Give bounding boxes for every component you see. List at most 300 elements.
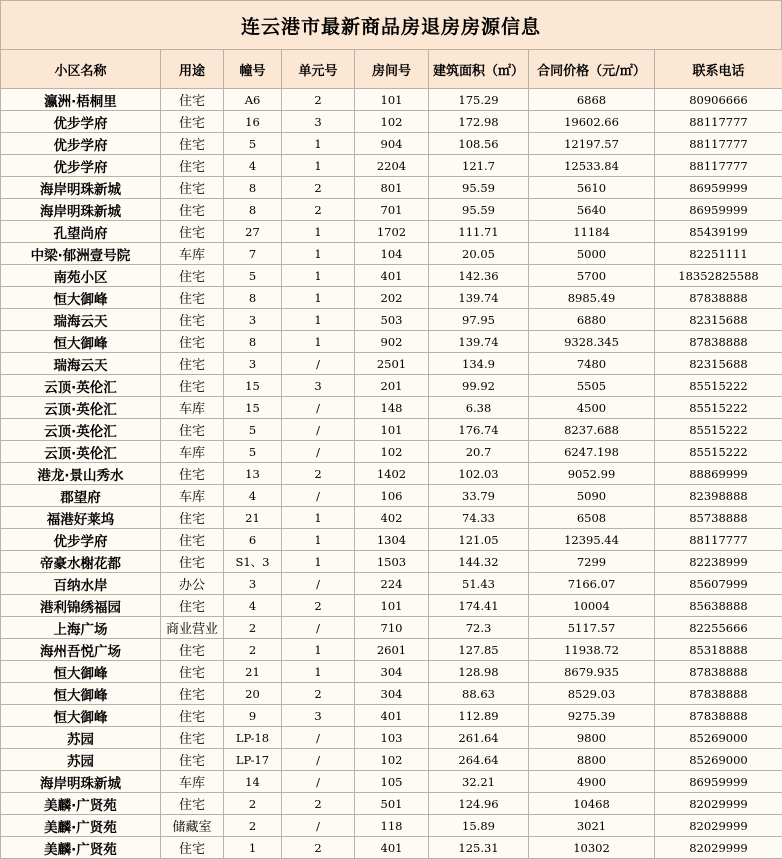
table-row: [1, 617, 782, 639]
community-name-cell: 云顶·英伦汇: [1, 375, 161, 397]
table-row: [1, 309, 782, 331]
table-row: [1, 529, 782, 551]
floor-area-cell: 175.29: [429, 89, 529, 111]
building-number-cell: 5: [224, 419, 282, 441]
room-number-cell: 103: [355, 727, 429, 749]
unit-number-cell: 1: [282, 287, 355, 309]
room-number-cell: 501: [355, 793, 429, 815]
unit-number-cell: 2: [282, 177, 355, 199]
room-number-cell: 1402: [355, 463, 429, 485]
contact-phone-cell: 82029999: [655, 815, 782, 837]
table-row: [1, 375, 782, 397]
table-row: [1, 793, 782, 815]
floor-area-cell: 121.05: [429, 529, 529, 551]
community-name-cell: 美麟·广贤苑: [1, 815, 161, 837]
community-name-cell: 孔望尚府: [1, 221, 161, 243]
floor-area-cell: 102.03: [429, 463, 529, 485]
unit-number-cell: 2: [282, 683, 355, 705]
contact-phone-cell: 80906666: [655, 89, 782, 111]
unit-number-cell: /: [282, 419, 355, 441]
building-number-cell: 2: [224, 815, 282, 837]
floor-area-cell: 33.79: [429, 485, 529, 507]
building-number-cell: 4: [224, 595, 282, 617]
usage-cell: 住宅: [161, 353, 224, 375]
building-number-cell: 8: [224, 287, 282, 309]
community-name-cell: 中梁·郁洲壹号院: [1, 243, 161, 265]
table-row: [1, 111, 782, 133]
usage-cell: 住宅: [161, 749, 224, 771]
room-number-cell: 224: [355, 573, 429, 595]
contact-phone-cell: 85515222: [655, 397, 782, 419]
community-name-cell: 恒大御峰: [1, 331, 161, 353]
table-row: [1, 243, 782, 265]
table-row: [1, 441, 782, 463]
usage-cell: 商业营业: [161, 617, 224, 639]
usage-cell: 住宅: [161, 837, 224, 859]
community-name-cell: 海岸明珠新城: [1, 177, 161, 199]
contract-price-cell: 5117.57: [529, 617, 655, 639]
usage-cell: 住宅: [161, 89, 224, 111]
table-body: [1, 89, 782, 859]
community-name-cell: 云顶·英伦汇: [1, 441, 161, 463]
unit-number-cell: 1: [282, 265, 355, 287]
building-number-cell: S1、3: [224, 551, 282, 573]
contact-phone-cell: 87838888: [655, 683, 782, 705]
building-number-cell: 5: [224, 265, 282, 287]
room-number-cell: 101: [355, 89, 429, 111]
room-number-cell: 902: [355, 331, 429, 353]
contract-price-cell: 11938.72: [529, 639, 655, 661]
contract-price-cell: 8985.49: [529, 287, 655, 309]
community-name-cell: 优步学府: [1, 529, 161, 551]
usage-cell: 住宅: [161, 639, 224, 661]
room-number-cell: 801: [355, 177, 429, 199]
room-number-cell: 106: [355, 485, 429, 507]
room-number-cell: 1503: [355, 551, 429, 573]
unit-number-cell: 1: [282, 309, 355, 331]
unit-number-cell: /: [282, 397, 355, 419]
room-number-cell: 401: [355, 837, 429, 859]
contract-price-cell: 5700: [529, 265, 655, 287]
contact-phone-cell: 82238999: [655, 551, 782, 573]
contact-phone-cell: 86959999: [655, 199, 782, 221]
building-number-cell: 8: [224, 331, 282, 353]
contract-price-cell: 9275.39: [529, 705, 655, 727]
floor-area-cell: 51.43: [429, 573, 529, 595]
table-row: [1, 265, 782, 287]
community-name-cell: 港利锦绣福园: [1, 595, 161, 617]
building-number-cell: 5: [224, 133, 282, 155]
table-row: [1, 155, 782, 177]
col-header-area: 建筑面积（㎡）: [429, 50, 529, 89]
community-name-cell: 恒大御峰: [1, 661, 161, 683]
contract-price-cell: 11184: [529, 221, 655, 243]
building-number-cell: 15: [224, 397, 282, 419]
community-name-cell: 云顶·英伦汇: [1, 397, 161, 419]
usage-cell: 住宅: [161, 463, 224, 485]
unit-number-cell: /: [282, 617, 355, 639]
floor-area-cell: 15.89: [429, 815, 529, 837]
usage-cell: 车库: [161, 441, 224, 463]
room-number-cell: 101: [355, 419, 429, 441]
table-row: [1, 551, 782, 573]
contact-phone-cell: 88117777: [655, 155, 782, 177]
contract-price-cell: 12395.44: [529, 529, 655, 551]
contact-phone-cell: 87838888: [655, 287, 782, 309]
contract-price-cell: 12197.57: [529, 133, 655, 155]
floor-area-cell: 108.56: [429, 133, 529, 155]
building-number-cell: 1: [224, 837, 282, 859]
usage-cell: 住宅: [161, 419, 224, 441]
col-header-building: 幢号: [224, 50, 282, 89]
community-name-cell: 优步学府: [1, 111, 161, 133]
community-name-cell: 美麟·广贤苑: [1, 837, 161, 859]
floor-area-cell: 20.05: [429, 243, 529, 265]
usage-cell: 住宅: [161, 199, 224, 221]
floor-area-cell: 174.41: [429, 595, 529, 617]
contract-price-cell: 6880: [529, 309, 655, 331]
building-number-cell: 4: [224, 485, 282, 507]
unit-number-cell: 2: [282, 199, 355, 221]
usage-cell: 车库: [161, 397, 224, 419]
floor-area-cell: 134.9: [429, 353, 529, 375]
table-row: [1, 133, 782, 155]
contact-phone-cell: 85439199: [655, 221, 782, 243]
community-name-cell: 云顶·英伦汇: [1, 419, 161, 441]
col-header-unit: 单元号: [282, 50, 355, 89]
building-number-cell: 3: [224, 353, 282, 375]
page-title: 连云港市最新商品房退房房源信息: [0, 0, 782, 50]
building-number-cell: 7: [224, 243, 282, 265]
floor-area-cell: 20.7: [429, 441, 529, 463]
building-number-cell: 8: [224, 177, 282, 199]
unit-number-cell: 2: [282, 89, 355, 111]
table-row: [1, 837, 782, 859]
col-header-community: 小区名称: [1, 50, 161, 89]
usage-cell: 住宅: [161, 133, 224, 155]
contract-price-cell: 8529.03: [529, 683, 655, 705]
unit-number-cell: 1: [282, 661, 355, 683]
contract-price-cell: 7480: [529, 353, 655, 375]
table-row: [1, 595, 782, 617]
building-number-cell: 2: [224, 639, 282, 661]
floor-area-cell: 95.59: [429, 199, 529, 221]
col-header-price: 合同价格（元/㎡）: [529, 50, 655, 89]
unit-number-cell: /: [282, 353, 355, 375]
contact-phone-cell: 85515222: [655, 441, 782, 463]
contact-phone-cell: 85638888: [655, 595, 782, 617]
room-number-cell: 102: [355, 441, 429, 463]
contact-phone-cell: 82255666: [655, 617, 782, 639]
table-row: [1, 507, 782, 529]
unit-number-cell: /: [282, 441, 355, 463]
floor-area-cell: 144.32: [429, 551, 529, 573]
floor-area-cell: 121.7: [429, 155, 529, 177]
floor-area-cell: 124.96: [429, 793, 529, 815]
unit-number-cell: 2: [282, 595, 355, 617]
table-row: [1, 221, 782, 243]
room-number-cell: 1304: [355, 529, 429, 551]
building-number-cell: 3: [224, 573, 282, 595]
usage-cell: 住宅: [161, 595, 224, 617]
floor-area-cell: 112.89: [429, 705, 529, 727]
usage-cell: 住宅: [161, 661, 224, 683]
usage-cell: 住宅: [161, 155, 224, 177]
usage-cell: 车库: [161, 485, 224, 507]
building-number-cell: 8: [224, 199, 282, 221]
col-header-phone: 联系电话: [655, 50, 782, 89]
floor-area-cell: 6.38: [429, 397, 529, 419]
room-number-cell: 402: [355, 507, 429, 529]
contact-phone-cell: 82251111: [655, 243, 782, 265]
contact-phone-cell: 85607999: [655, 573, 782, 595]
community-name-cell: 美麟·广贤苑: [1, 793, 161, 815]
usage-cell: 车库: [161, 771, 224, 793]
community-name-cell: 恒大御峰: [1, 705, 161, 727]
usage-cell: 住宅: [161, 177, 224, 199]
contract-price-cell: 9800: [529, 727, 655, 749]
room-number-cell: 101: [355, 595, 429, 617]
contract-price-cell: 9328.345: [529, 331, 655, 353]
building-number-cell: 21: [224, 507, 282, 529]
table-row: [1, 727, 782, 749]
table-row: [1, 573, 782, 595]
community-name-cell: 港龙·景山秀水: [1, 463, 161, 485]
contact-phone-cell: 86959999: [655, 177, 782, 199]
contact-phone-cell: 82398888: [655, 485, 782, 507]
contact-phone-cell: 88869999: [655, 463, 782, 485]
building-number-cell: 13: [224, 463, 282, 485]
room-number-cell: 2501: [355, 353, 429, 375]
unit-number-cell: /: [282, 771, 355, 793]
usage-cell: 住宅: [161, 507, 224, 529]
unit-number-cell: 2: [282, 463, 355, 485]
contract-price-cell: 5090: [529, 485, 655, 507]
contract-price-cell: 6508: [529, 507, 655, 529]
contract-price-cell: 10468: [529, 793, 655, 815]
unit-number-cell: 1: [282, 133, 355, 155]
contract-price-cell: 6868: [529, 89, 655, 111]
unit-number-cell: 3: [282, 111, 355, 133]
building-number-cell: A6: [224, 89, 282, 111]
room-number-cell: 2601: [355, 639, 429, 661]
building-number-cell: 16: [224, 111, 282, 133]
community-name-cell: 优步学府: [1, 155, 161, 177]
room-number-cell: 701: [355, 199, 429, 221]
usage-cell: 车库: [161, 243, 224, 265]
listing-table: [0, 49, 782, 859]
unit-number-cell: 1: [282, 529, 355, 551]
contract-price-cell: 10302: [529, 837, 655, 859]
floor-area-cell: 142.36: [429, 265, 529, 287]
contract-price-cell: 9052.99: [529, 463, 655, 485]
usage-cell: 办公: [161, 573, 224, 595]
contract-price-cell: 3021: [529, 815, 655, 837]
table-row: [1, 815, 782, 837]
contract-price-cell: 4900: [529, 771, 655, 793]
contract-price-cell: 8679.935: [529, 661, 655, 683]
community-name-cell: 百纳水岸: [1, 573, 161, 595]
unit-number-cell: 2: [282, 793, 355, 815]
building-number-cell: 27: [224, 221, 282, 243]
contact-phone-cell: 88117777: [655, 111, 782, 133]
floor-area-cell: 261.64: [429, 727, 529, 749]
contact-phone-cell: 85269000: [655, 727, 782, 749]
table-header-row: [1, 50, 782, 89]
community-name-cell: 海州吾悦广场: [1, 639, 161, 661]
contact-phone-cell: 85318888: [655, 639, 782, 661]
unit-number-cell: /: [282, 815, 355, 837]
room-number-cell: 105: [355, 771, 429, 793]
community-name-cell: 优步学府: [1, 133, 161, 155]
contract-price-cell: 7166.07: [529, 573, 655, 595]
contact-phone-cell: 85515222: [655, 419, 782, 441]
table-row: [1, 683, 782, 705]
community-name-cell: 福港好莱坞: [1, 507, 161, 529]
table-row: [1, 485, 782, 507]
contract-price-cell: 7299: [529, 551, 655, 573]
building-number-cell: LP-18: [224, 727, 282, 749]
table-row: [1, 639, 782, 661]
room-number-cell: 304: [355, 683, 429, 705]
usage-cell: 住宅: [161, 683, 224, 705]
contact-phone-cell: 85515222: [655, 375, 782, 397]
contract-price-cell: 4500: [529, 397, 655, 419]
floor-area-cell: 139.74: [429, 287, 529, 309]
community-name-cell: 瑞海云天: [1, 353, 161, 375]
contract-price-cell: 5000: [529, 243, 655, 265]
usage-cell: 住宅: [161, 287, 224, 309]
unit-number-cell: /: [282, 727, 355, 749]
building-number-cell: 9: [224, 705, 282, 727]
col-header-room: 房间号: [355, 50, 429, 89]
table-row: [1, 419, 782, 441]
building-number-cell: 20: [224, 683, 282, 705]
room-number-cell: 2204: [355, 155, 429, 177]
contract-price-cell: 8237.688: [529, 419, 655, 441]
floor-area-cell: 128.98: [429, 661, 529, 683]
contact-phone-cell: 88117777: [655, 529, 782, 551]
building-number-cell: 15: [224, 375, 282, 397]
contact-phone-cell: 82029999: [655, 793, 782, 815]
community-name-cell: 海岸明珠新城: [1, 199, 161, 221]
table-row: [1, 287, 782, 309]
contract-price-cell: 5610: [529, 177, 655, 199]
floor-area-cell: 111.71: [429, 221, 529, 243]
room-number-cell: 503: [355, 309, 429, 331]
community-name-cell: 郡望府: [1, 485, 161, 507]
usage-cell: 储藏室: [161, 815, 224, 837]
col-header-usage: 用途: [161, 50, 224, 89]
floor-area-cell: 264.64: [429, 749, 529, 771]
community-name-cell: 上海广场: [1, 617, 161, 639]
building-number-cell: 2: [224, 617, 282, 639]
room-number-cell: 104: [355, 243, 429, 265]
floor-area-cell: 127.85: [429, 639, 529, 661]
contact-phone-cell: 85269000: [655, 749, 782, 771]
floor-area-cell: 172.98: [429, 111, 529, 133]
room-number-cell: 1702: [355, 221, 429, 243]
unit-number-cell: /: [282, 485, 355, 507]
building-number-cell: 5: [224, 441, 282, 463]
building-number-cell: LP-17: [224, 749, 282, 771]
table-row: [1, 331, 782, 353]
floor-area-cell: 32.21: [429, 771, 529, 793]
room-number-cell: 904: [355, 133, 429, 155]
community-name-cell: 瑞海云天: [1, 309, 161, 331]
usage-cell: 住宅: [161, 705, 224, 727]
table-row: [1, 199, 782, 221]
usage-cell: 住宅: [161, 793, 224, 815]
community-name-cell: 海岸明珠新城: [1, 771, 161, 793]
building-number-cell: 3: [224, 309, 282, 331]
floor-area-cell: 176.74: [429, 419, 529, 441]
usage-cell: 住宅: [161, 265, 224, 287]
contact-phone-cell: 87838888: [655, 705, 782, 727]
table-row: [1, 749, 782, 771]
usage-cell: 住宅: [161, 309, 224, 331]
contact-phone-cell: 18352825588: [655, 265, 782, 287]
usage-cell: 住宅: [161, 331, 224, 353]
contract-price-cell: 6247.198: [529, 441, 655, 463]
room-number-cell: 118: [355, 815, 429, 837]
room-number-cell: 148: [355, 397, 429, 419]
building-number-cell: 2: [224, 793, 282, 815]
room-number-cell: 102: [355, 749, 429, 771]
building-number-cell: 21: [224, 661, 282, 683]
room-number-cell: 304: [355, 661, 429, 683]
table-row: [1, 89, 782, 111]
contact-phone-cell: 82315688: [655, 353, 782, 375]
table-row: [1, 397, 782, 419]
unit-number-cell: /: [282, 573, 355, 595]
community-name-cell: 南苑小区: [1, 265, 161, 287]
table-row: [1, 705, 782, 727]
floor-area-cell: 139.74: [429, 331, 529, 353]
community-name-cell: 苏园: [1, 749, 161, 771]
contact-phone-cell: 82315688: [655, 309, 782, 331]
usage-cell: 住宅: [161, 727, 224, 749]
contact-phone-cell: 82029999: [655, 837, 782, 859]
table-row: [1, 353, 782, 375]
floor-area-cell: 99.92: [429, 375, 529, 397]
contract-price-cell: 19602.66: [529, 111, 655, 133]
unit-number-cell: 1: [282, 551, 355, 573]
usage-cell: 住宅: [161, 111, 224, 133]
floor-area-cell: 74.33: [429, 507, 529, 529]
unit-number-cell: 2: [282, 837, 355, 859]
unit-number-cell: 1: [282, 243, 355, 265]
room-number-cell: 401: [355, 705, 429, 727]
room-number-cell: 710: [355, 617, 429, 639]
table-row: [1, 771, 782, 793]
contact-phone-cell: 87838888: [655, 331, 782, 353]
contract-price-cell: 10004: [529, 595, 655, 617]
floor-area-cell: 72.3: [429, 617, 529, 639]
building-number-cell: 6: [224, 529, 282, 551]
table-row: [1, 463, 782, 485]
contract-price-cell: 8800: [529, 749, 655, 771]
unit-number-cell: 3: [282, 375, 355, 397]
community-name-cell: 瀛洲·梧桐里: [1, 89, 161, 111]
floor-area-cell: 95.59: [429, 177, 529, 199]
unit-number-cell: /: [282, 749, 355, 771]
building-number-cell: 14: [224, 771, 282, 793]
community-name-cell: 恒大御峰: [1, 683, 161, 705]
contract-price-cell: 5505: [529, 375, 655, 397]
usage-cell: 住宅: [161, 529, 224, 551]
unit-number-cell: 1: [282, 507, 355, 529]
